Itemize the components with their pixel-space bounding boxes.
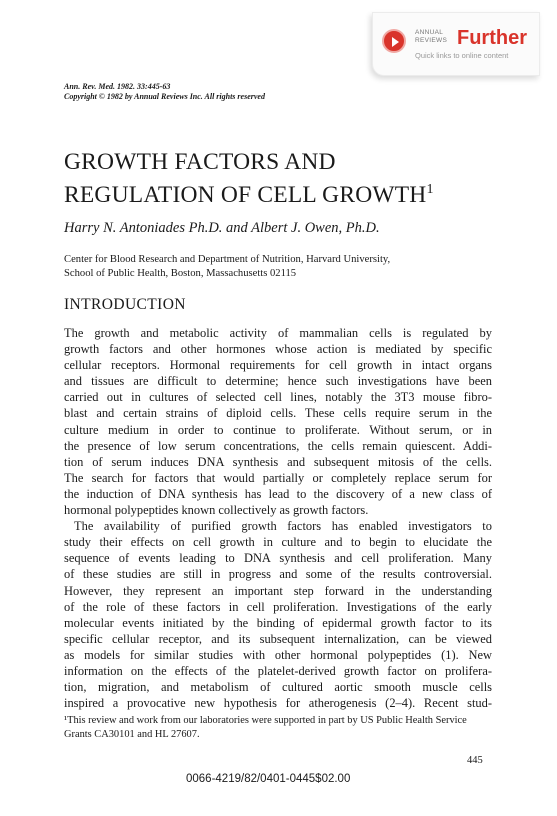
body-line: the induction of DNA synthesis has lead to the discovery of a new class of [64, 486, 492, 501]
body-line: However, they represent an important step forward in the understanding [64, 583, 492, 598]
body-line: study their effects on cell growth in culture and to begin to elucidate the [64, 535, 492, 550]
article-code: 0066-4219/82/0401-0445$02.00 [186, 773, 351, 785]
play-arrow-icon [382, 29, 406, 53]
footnote: ¹This review and work from our laboratories were supported in part by US Public Health Service Grants CA30101 and HL 27607. [64, 715, 467, 740]
body-line: hormonal polypeptides known collectively as growth factors. [64, 503, 369, 518]
journal-citation: Ann. Rev. Med. 1982. 33:445-63 Copyright © 1982 by Annual Reviews Inc. All rights reserved [64, 82, 265, 101]
body-line: and tissues are difficult to determine; hence such investigations have been [64, 374, 492, 389]
body-line: cellular receptors. Hormonal requirements for cell growth in intact organs [64, 358, 492, 373]
body-line: molecular events initiated by the binding of epidermal growth factor to its [64, 615, 492, 630]
body-line: specific cellular receptor, and its subsequent internalization, can be viewed [64, 631, 492, 646]
article-title [64, 148, 434, 209]
body-text [64, 325, 492, 711]
authors: Harry N. Antoniades Ph.D. and Albert J. Owen, Ph.D. [64, 220, 380, 236]
body-line: The availability of purified growth factors has enabled investigators to [74, 519, 492, 534]
body-line: information on the effects of the platelet-derived growth factor on prolifera- [64, 663, 492, 678]
body-line: of the role of these factors in cell proliferation. Investigations of the early [64, 599, 492, 614]
body-line: tion of serum induces DNA synthesis and subsequent mitosis of the cells. [64, 454, 492, 469]
body-line: of these studies are still in progress and some of the results controversial. [64, 567, 492, 582]
article-title-text: GROWTH FACTORS AND REGULATION OF CELL GROWTH [64, 149, 427, 208]
affiliation: Center for Blood Research and Department of Nutrition, Harvard University, School of Public Health, Boston, Massachusetts 02115 [64, 254, 391, 279]
body-line: culture medium in order to continue to proliferate. Without serum, or in [64, 422, 492, 437]
title-footnote-mark: 1 [426, 182, 434, 197]
body-line: The search for factors that would partially or completely replace serum for [64, 470, 492, 485]
badge-brand: Further [457, 27, 527, 49]
body-line: as models for similar studies with other hormonal polypeptides (1). New [64, 647, 492, 662]
page-number: 445 [467, 755, 483, 766]
body-line: carried out in cultures of selected cell lines, notably the 3T3 mouse fibro- [64, 390, 492, 405]
badge-publisher: ANNUAL REVIEWS [415, 29, 448, 44]
body-line: The growth and metabolic activity of mammalian cells is regulated by [64, 326, 492, 340]
body-line: the presence of low serum concentrations, the cells remain quiescent. Addi- [64, 438, 492, 453]
body-line: blast and certain strains of diploid cells. These cells require serum in the [64, 406, 492, 421]
body-line: tion, migration, and metabolism of cultured aortic smooth muscle cells [64, 680, 492, 695]
section-heading: INTRODUCTION [64, 296, 186, 313]
body-line: growth factors and other hormones whose action is mediated by specific [64, 342, 492, 357]
annual-reviews-further-badge[interactable] [372, 12, 540, 76]
body-line: inspired a provocative new hypothesis for atherogenesis (2–4). Recent stud- [64, 696, 492, 711]
body-line: sequence of events leading to DNA synthesis and cell proliferation. Many [64, 551, 492, 566]
badge-tagline: Quick links to online content [415, 51, 509, 60]
